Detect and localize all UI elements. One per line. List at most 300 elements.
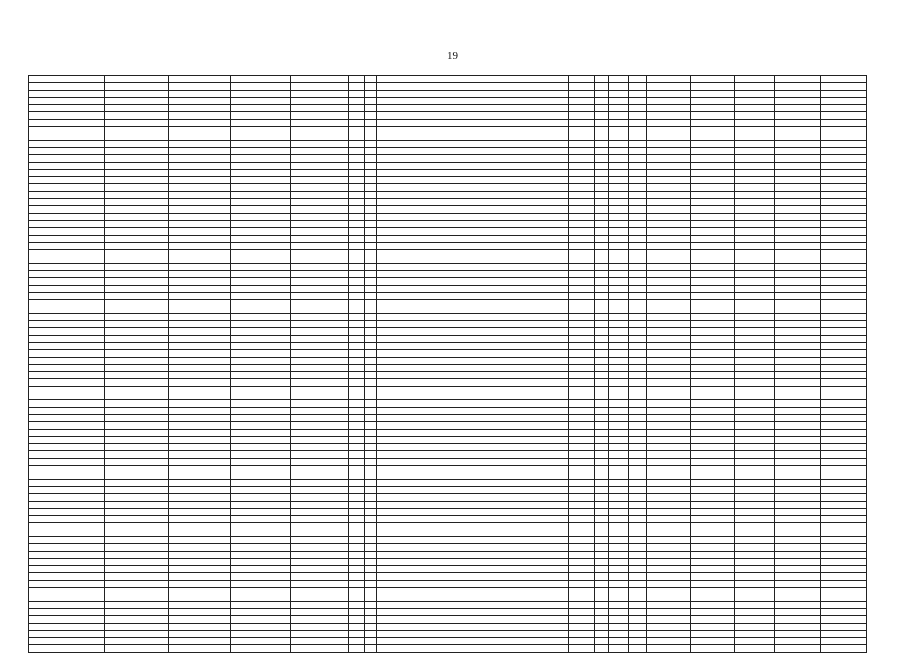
table-cell — [735, 436, 775, 443]
table-cell — [629, 638, 647, 645]
table-cell — [647, 250, 691, 264]
table-cell — [595, 76, 609, 83]
table-cell — [595, 414, 609, 421]
table-cell — [169, 321, 231, 328]
table-cell — [821, 147, 867, 154]
table-cell — [569, 191, 595, 198]
table-row — [29, 551, 867, 558]
table-cell — [291, 250, 349, 264]
table-cell — [595, 162, 609, 169]
table-cell — [691, 199, 735, 206]
table-cell — [29, 250, 105, 264]
table-cell — [735, 169, 775, 176]
table-row — [29, 313, 867, 320]
table-cell — [647, 83, 691, 90]
table-cell — [775, 645, 821, 652]
table-cell — [365, 177, 377, 184]
table-cell — [291, 364, 349, 371]
table-cell — [569, 76, 595, 83]
table-cell — [821, 350, 867, 357]
table-row — [29, 608, 867, 615]
table-cell — [595, 444, 609, 451]
table-cell — [365, 206, 377, 213]
table-cell — [629, 313, 647, 320]
table-cell — [609, 263, 629, 270]
table-cell — [231, 601, 291, 608]
table-cell — [105, 213, 169, 220]
table-cell — [691, 616, 735, 623]
table-cell — [735, 479, 775, 486]
table-cell — [595, 357, 609, 364]
table-cell — [365, 573, 377, 580]
table-cell — [365, 580, 377, 587]
table-cell — [821, 601, 867, 608]
table-cell — [231, 558, 291, 565]
table-cell — [629, 566, 647, 573]
table-cell — [629, 97, 647, 104]
table-cell — [365, 616, 377, 623]
table-cell — [291, 199, 349, 206]
table-cell — [609, 162, 629, 169]
table-cell — [609, 364, 629, 371]
table-cell — [377, 250, 569, 264]
table-cell — [735, 105, 775, 112]
table-cell — [29, 220, 105, 227]
table-row — [29, 601, 867, 608]
table-cell — [647, 105, 691, 112]
table-cell — [231, 147, 291, 154]
table-cell — [349, 235, 365, 242]
table-cell — [609, 140, 629, 147]
table-cell — [735, 458, 775, 465]
table-cell — [169, 523, 231, 537]
table-cell — [105, 608, 169, 615]
table-cell — [377, 458, 569, 465]
table-cell — [377, 588, 569, 602]
table-cell — [775, 300, 821, 314]
table-cell — [169, 458, 231, 465]
table-cell — [169, 184, 231, 191]
table-cell — [29, 516, 105, 523]
table-cell — [735, 147, 775, 154]
table-cell — [647, 537, 691, 544]
table-cell — [231, 228, 291, 235]
table-cell — [231, 90, 291, 97]
table-cell — [569, 235, 595, 242]
table-cell — [609, 451, 629, 458]
table-cell — [169, 451, 231, 458]
table-cell — [349, 350, 365, 357]
table-cell — [735, 451, 775, 458]
table-cell — [629, 328, 647, 335]
table-row — [29, 155, 867, 162]
table-cell — [231, 335, 291, 342]
table-cell — [691, 169, 735, 176]
table-cell — [569, 573, 595, 580]
table-cell — [349, 580, 365, 587]
table-cell — [821, 544, 867, 551]
table-cell — [775, 213, 821, 220]
table-cell — [691, 486, 735, 493]
table-cell — [365, 342, 377, 349]
table-cell — [231, 608, 291, 615]
table-cell — [29, 235, 105, 242]
table-cell — [377, 486, 569, 493]
table-cell — [647, 292, 691, 299]
table-cell — [775, 588, 821, 602]
table-cell — [569, 184, 595, 191]
table-cell — [377, 566, 569, 573]
table-cell — [377, 220, 569, 227]
table-cell — [609, 335, 629, 342]
table-cell — [169, 580, 231, 587]
table-cell — [169, 199, 231, 206]
table-cell — [821, 300, 867, 314]
table-cell — [365, 169, 377, 176]
table-cell — [775, 508, 821, 515]
table-cell — [609, 400, 629, 407]
table-cell — [377, 184, 569, 191]
table-row — [29, 573, 867, 580]
table-cell — [735, 140, 775, 147]
table-cell — [609, 213, 629, 220]
table-cell — [821, 313, 867, 320]
table-cell — [775, 551, 821, 558]
table-cell — [105, 486, 169, 493]
table-cell — [647, 119, 691, 126]
table-cell — [735, 638, 775, 645]
table-cell — [821, 140, 867, 147]
table-cell — [377, 436, 569, 443]
table-cell — [169, 83, 231, 90]
table-cell — [377, 451, 569, 458]
table-cell — [291, 90, 349, 97]
table-cell — [609, 357, 629, 364]
table-cell — [595, 184, 609, 191]
table-cell — [609, 105, 629, 112]
table-row — [29, 350, 867, 357]
table-cell — [231, 479, 291, 486]
table-cell — [231, 169, 291, 176]
table-cell — [105, 127, 169, 141]
table-cell — [691, 177, 735, 184]
table-cell — [291, 551, 349, 558]
table-row — [29, 400, 867, 407]
table-cell — [365, 127, 377, 141]
table-cell — [569, 342, 595, 349]
table-cell — [647, 177, 691, 184]
table-cell — [29, 184, 105, 191]
table-cell — [29, 414, 105, 421]
table-cell — [105, 184, 169, 191]
table-cell — [647, 199, 691, 206]
table-cell — [105, 191, 169, 198]
table-cell — [609, 458, 629, 465]
table-cell — [629, 537, 647, 544]
table-cell — [365, 364, 377, 371]
table-cell — [735, 127, 775, 141]
table-cell — [365, 235, 377, 242]
table-cell — [775, 250, 821, 264]
table-cell — [365, 147, 377, 154]
table-cell — [169, 228, 231, 235]
table-cell — [691, 516, 735, 523]
table-cell — [629, 285, 647, 292]
table-cell — [105, 220, 169, 227]
table-cell — [735, 558, 775, 565]
table-cell — [569, 162, 595, 169]
table-cell — [105, 112, 169, 119]
table-row — [29, 623, 867, 630]
table-cell — [377, 630, 569, 637]
table-cell — [629, 558, 647, 565]
table-cell — [365, 335, 377, 342]
table-cell — [29, 588, 105, 602]
table-cell — [169, 537, 231, 544]
table-cell — [821, 616, 867, 623]
table-cell — [365, 566, 377, 573]
table-cell — [231, 328, 291, 335]
table-cell — [231, 83, 291, 90]
table-cell — [105, 321, 169, 328]
table-cell — [595, 436, 609, 443]
table-cell — [231, 537, 291, 544]
table-cell — [291, 523, 349, 537]
table-cell — [775, 90, 821, 97]
table-cell — [231, 119, 291, 126]
table-cell — [377, 155, 569, 162]
table-cell — [377, 494, 569, 501]
table-cell — [169, 608, 231, 615]
table-cell — [609, 508, 629, 515]
table-row — [29, 501, 867, 508]
table-cell — [735, 83, 775, 90]
table-cell — [735, 90, 775, 97]
table-cell — [629, 242, 647, 249]
table-cell — [29, 645, 105, 652]
table-cell — [349, 400, 365, 407]
table-cell — [775, 580, 821, 587]
table-cell — [609, 494, 629, 501]
table-cell — [169, 479, 231, 486]
table-cell — [629, 444, 647, 451]
table-cell — [609, 444, 629, 451]
table-cell — [105, 645, 169, 652]
table-cell — [629, 112, 647, 119]
table-cell — [29, 263, 105, 270]
table-cell — [169, 588, 231, 602]
table-cell — [105, 177, 169, 184]
table-cell — [647, 76, 691, 83]
table-cell — [349, 372, 365, 379]
table-cell — [231, 566, 291, 573]
table-cell — [377, 501, 569, 508]
table-row — [29, 76, 867, 83]
table-cell — [365, 213, 377, 220]
table-cell — [569, 436, 595, 443]
table-cell — [595, 486, 609, 493]
table-cell — [821, 551, 867, 558]
table-cell — [647, 184, 691, 191]
table-cell — [569, 328, 595, 335]
table-cell — [169, 76, 231, 83]
table-cell — [775, 105, 821, 112]
table-cell — [105, 544, 169, 551]
table-cell — [231, 112, 291, 119]
table-cell — [29, 479, 105, 486]
table-cell — [647, 220, 691, 227]
table-cell — [349, 184, 365, 191]
table-cell — [609, 278, 629, 285]
table-cell — [821, 285, 867, 292]
table-cell — [377, 400, 569, 407]
table-cell — [365, 400, 377, 407]
table-cell — [291, 263, 349, 270]
table-cell — [609, 558, 629, 565]
table-cell — [595, 407, 609, 414]
table-cell — [691, 90, 735, 97]
table-cell — [609, 414, 629, 421]
table-cell — [609, 342, 629, 349]
table-row — [29, 177, 867, 184]
table-cell — [169, 364, 231, 371]
table-cell — [29, 386, 105, 400]
table-cell — [595, 422, 609, 429]
table-cell — [169, 623, 231, 630]
table-cell — [691, 147, 735, 154]
table-cell — [691, 623, 735, 630]
table-row — [29, 90, 867, 97]
table-cell — [231, 321, 291, 328]
table-cell — [169, 436, 231, 443]
table-cell — [365, 608, 377, 615]
table-cell — [595, 285, 609, 292]
table-cell — [735, 250, 775, 264]
table-cell — [377, 608, 569, 615]
table-cell — [29, 162, 105, 169]
table-row — [29, 184, 867, 191]
table-cell — [169, 386, 231, 400]
table-cell — [231, 127, 291, 141]
table-cell — [821, 127, 867, 141]
table-cell — [647, 501, 691, 508]
table-cell — [595, 140, 609, 147]
table-cell — [775, 169, 821, 176]
table-cell — [775, 451, 821, 458]
table-cell — [821, 429, 867, 436]
table-cell — [775, 127, 821, 141]
table-cell — [169, 155, 231, 162]
table-cell — [231, 372, 291, 379]
table-cell — [365, 429, 377, 436]
table-cell — [231, 242, 291, 249]
table-cell — [29, 313, 105, 320]
table-cell — [569, 444, 595, 451]
table-cell — [569, 580, 595, 587]
table-cell — [291, 97, 349, 104]
table-cell — [821, 278, 867, 285]
table-row — [29, 407, 867, 414]
table-cell — [735, 119, 775, 126]
table-cell — [775, 364, 821, 371]
table-cell — [775, 242, 821, 249]
table-cell — [629, 508, 647, 515]
table-cell — [349, 494, 365, 501]
table-cell — [629, 228, 647, 235]
table-cell — [365, 451, 377, 458]
table-cell — [29, 177, 105, 184]
table-cell — [609, 573, 629, 580]
table-cell — [377, 350, 569, 357]
table-row — [29, 444, 867, 451]
table-row — [29, 422, 867, 429]
table-cell — [377, 335, 569, 342]
table-cell — [105, 169, 169, 176]
table-cell — [609, 407, 629, 414]
table-cell — [231, 551, 291, 558]
table-row — [29, 494, 867, 501]
table-cell — [349, 466, 365, 480]
table-cell — [647, 364, 691, 371]
table-cell — [569, 206, 595, 213]
table-cell — [647, 372, 691, 379]
table-cell — [691, 127, 735, 141]
table-cell — [735, 494, 775, 501]
table-cell — [595, 501, 609, 508]
table-row — [29, 191, 867, 198]
table-cell — [291, 177, 349, 184]
table-cell — [29, 494, 105, 501]
table-cell — [609, 285, 629, 292]
table-cell — [821, 458, 867, 465]
table-cell — [105, 386, 169, 400]
table-cell — [349, 278, 365, 285]
table-cell — [349, 220, 365, 227]
table-cell — [629, 213, 647, 220]
table-cell — [377, 558, 569, 565]
table-cell — [821, 580, 867, 587]
table-row — [29, 147, 867, 154]
table-cell — [349, 169, 365, 176]
table-cell — [105, 147, 169, 154]
table-cell — [291, 313, 349, 320]
table-cell — [291, 422, 349, 429]
table-cell — [735, 508, 775, 515]
table-cell — [691, 551, 735, 558]
table-cell — [735, 321, 775, 328]
table-cell — [775, 558, 821, 565]
table-cell — [291, 601, 349, 608]
table-cell — [775, 97, 821, 104]
table-cell — [349, 601, 365, 608]
table-cell — [377, 321, 569, 328]
table-cell — [365, 379, 377, 386]
table-cell — [29, 213, 105, 220]
table-cell — [569, 140, 595, 147]
table-cell — [821, 508, 867, 515]
table-cell — [169, 508, 231, 515]
table-cell — [775, 486, 821, 493]
table-cell — [595, 119, 609, 126]
table-cell — [609, 623, 629, 630]
table-cell — [595, 213, 609, 220]
table-cell — [595, 105, 609, 112]
table-cell — [105, 623, 169, 630]
table-cell — [105, 271, 169, 278]
table-cell — [647, 155, 691, 162]
table-cell — [569, 429, 595, 436]
table-cell — [647, 97, 691, 104]
